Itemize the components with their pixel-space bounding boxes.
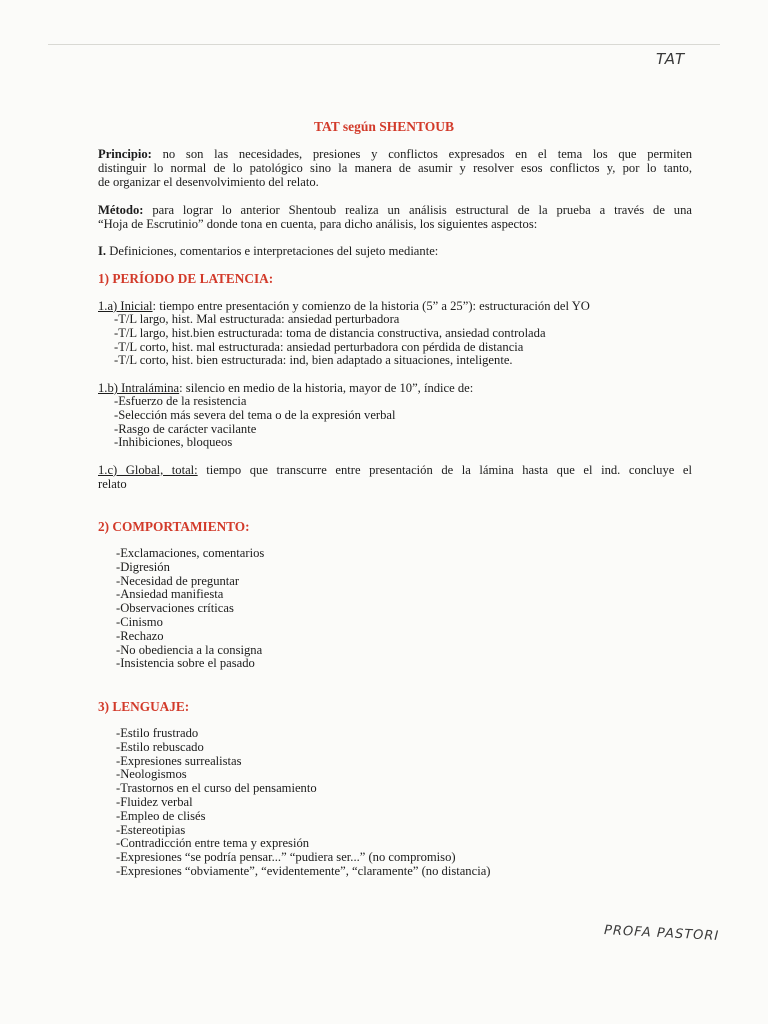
list-item: -Cinismo (116, 614, 163, 629)
list-item: -T/L largo, hist.bien estructurada: toma de distancia constructiva, ansiedad controlada (114, 325, 546, 340)
list-item: -Exclamaciones, comentarios (116, 546, 265, 560)
latencia-b-block (98, 381, 473, 450)
latencia-c-label: 1.c) Global, total: (98, 463, 198, 477)
metodo-line-1: para lograr lo anterior Shentoub realiza un análisis estructural de la prueba a través de una (152, 203, 692, 217)
list-item: -Digresión (116, 559, 170, 574)
list-item: -Trastornos en el curso del pensamiento (116, 781, 317, 796)
latencia-a-label: 1.a) Inicial (98, 299, 153, 313)
list-item: -Neologismos (116, 767, 187, 782)
intro-text: Definiciones, comentarios e interpretaciones del sujeto mediante: (109, 244, 439, 258)
list-item: -Expresiones “obviamente”, “evidentemente”, “claramente” (no distancia) (116, 863, 491, 878)
lenguaje-list (116, 727, 490, 879)
document-title: TAT según SHENTOUB (313, 119, 455, 134)
metodo-paragraph (98, 203, 692, 231)
list-item: -T/L largo, hist. Mal estructurada: ansiedad perturbadora (114, 312, 400, 326)
latencia-a-list (114, 313, 590, 368)
list-item: -Ansiedad manifiesta (116, 587, 224, 602)
comportamiento-list (116, 547, 264, 671)
principio-label: Principio: (98, 147, 152, 161)
principio-line-3: de organizar el desenvolvimiento del relato. (98, 175, 319, 190)
list-item: -Observaciones críticas (116, 601, 234, 616)
principio-line-2: distinguir lo normal de lo patológico sino la manera de asumir y resolver esos conflictos y, por lo tanto, (98, 161, 692, 176)
list-item: -Empleo de clisés (116, 808, 206, 823)
latencia-c-block (98, 463, 692, 491)
list-item: -Inhibiciones, bloqueos (114, 435, 233, 450)
list-item: -Fluidez verbal (116, 794, 193, 809)
latencia-c-text-2: relato (98, 477, 127, 491)
list-item: -Selección más severa del tema o de la expresión verbal (114, 407, 396, 422)
list-item: -No obediencia a la consigna (116, 642, 263, 657)
latencia-b-list (114, 395, 473, 450)
section-heading-lenguaje: 3) LENGUAJE: (98, 699, 190, 714)
list-item: -T/L corto, hist. mal estructurada: ansiedad perturbadora con pérdida de distancia (114, 339, 524, 354)
list-item: -Insistencia sobre el pasado (116, 656, 255, 671)
latencia-b-label: 1.b) Intralámina (98, 381, 180, 395)
latencia-c-text: tiempo que transcurre entre presentación de la lámina hasta que el ind. concluye el (197, 463, 692, 477)
list-item: -Estilo rebuscado (116, 739, 204, 754)
list-item: -Rasgo de carácter vacilante (114, 421, 257, 436)
list-item: -Expresiones “se podría pensar...” “pudiera ser...” (no compromiso) (116, 850, 456, 865)
principio-paragraph (98, 147, 692, 190)
latencia-b-text: : silencio en medio de la historia, mayor de 10”, índice de: (179, 381, 474, 395)
list-item: -Contradicción entre tema y expresión (116, 836, 310, 851)
list-item: -Expresiones surrealistas (116, 753, 242, 768)
list-item: -T/L corto, hist. bien estructurada: ind, bien adaptado a situaciones, inteligente. (114, 353, 513, 368)
top-edge-line (48, 44, 720, 45)
list-item: -Necesidad de preguntar (116, 573, 240, 588)
list-item: -Esfuerzo de la resistencia (114, 394, 247, 408)
intro-label: I. (98, 244, 107, 258)
list-item: -Rechazo (116, 628, 164, 643)
section-heading-latencia: 1) PERÍODO DE LATENCIA: (98, 271, 274, 286)
intro-line (98, 244, 438, 258)
metodo-label: Método: (98, 203, 144, 217)
handwritten-signature: PROFA PASTORI (603, 922, 720, 945)
metodo-line-2: “Hoja de Escrutinio” donde tona en cuenta, para dicho análisis, los siguientes aspectos: (98, 217, 538, 232)
principio-line-1: no son las necesidades, presiones y conflictos expresados en el tema los que permiten (162, 147, 692, 161)
latencia-a-text: : tiempo entre presentación y comienzo de la historia (5” a 25”): estructuración del YO (152, 299, 590, 313)
section-heading-comportamiento: 2) COMPORTAMIENTO: (98, 519, 250, 534)
corner-note: TAT (656, 50, 686, 68)
list-item: -Estereotipias (116, 822, 186, 837)
latencia-a-block (98, 299, 590, 368)
list-item: -Estilo frustrado (116, 726, 199, 740)
